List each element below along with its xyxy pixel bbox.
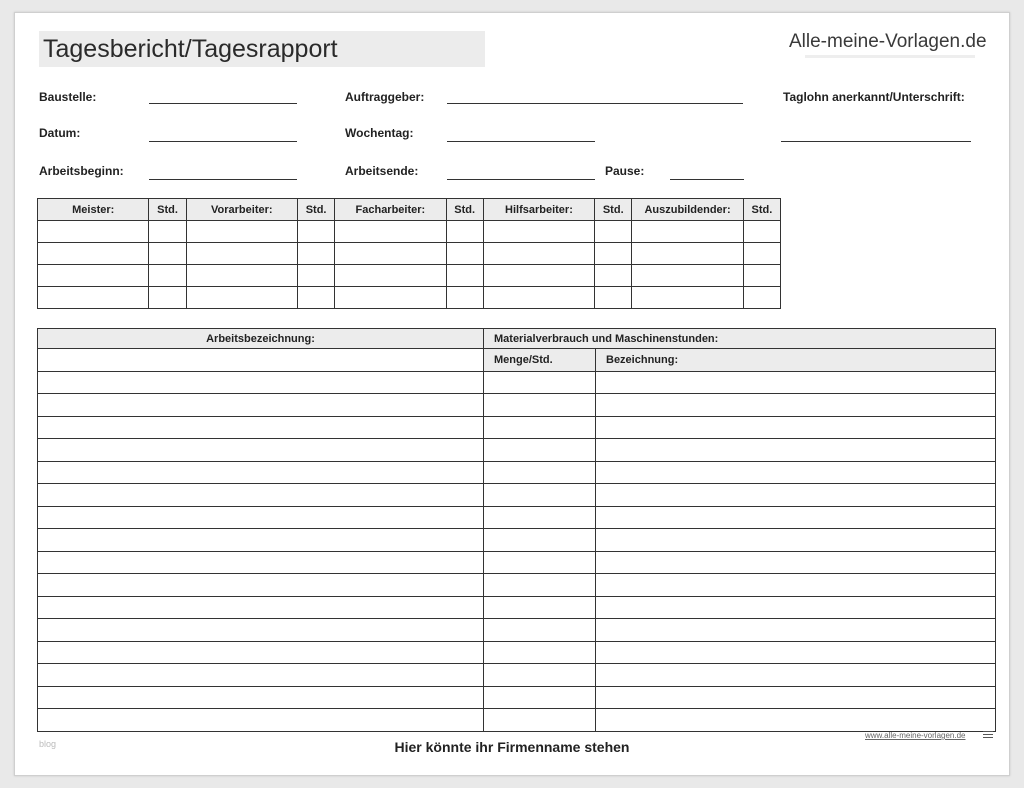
footer-url[interactable]: www.alle-meine-vorlagen.de bbox=[865, 731, 966, 740]
header-arbeitsbezeichnung: Arbeitsbezeichnung: bbox=[38, 329, 484, 349]
label-datum: Datum: bbox=[39, 126, 81, 140]
work-cell[interactable] bbox=[484, 551, 596, 574]
staff-cell[interactable] bbox=[186, 243, 297, 265]
work-cell[interactable] bbox=[596, 484, 996, 507]
staff-cell[interactable] bbox=[186, 265, 297, 287]
staff-table-body bbox=[38, 221, 781, 309]
header-facharbeiter: Facharbeiter: bbox=[335, 199, 446, 221]
header-std: Std. bbox=[595, 199, 632, 221]
work-cell[interactable] bbox=[596, 619, 996, 642]
staff-cell[interactable] bbox=[38, 287, 149, 309]
work-table-body bbox=[38, 371, 996, 731]
staff-row bbox=[38, 221, 781, 243]
field-taglohn-line[interactable] bbox=[781, 141, 971, 142]
label-taglohn: Taglohn anerkannt/Unterschrift: bbox=[783, 90, 965, 104]
work-row bbox=[38, 709, 996, 732]
work-cell[interactable] bbox=[38, 416, 484, 439]
staff-table bbox=[37, 198, 781, 309]
brand-logo-text: Alle-meine-Vorlagen.de bbox=[789, 31, 987, 52]
label-auftraggeber: Auftraggeber: bbox=[345, 90, 425, 104]
work-cell[interactable] bbox=[38, 439, 484, 462]
field-wochentag-line[interactable] bbox=[447, 141, 595, 142]
work-cell[interactable] bbox=[596, 641, 996, 664]
work-cell[interactable] bbox=[484, 506, 596, 529]
work-cell[interactable] bbox=[596, 439, 996, 462]
work-cell[interactable] bbox=[596, 596, 996, 619]
staff-row bbox=[38, 243, 781, 265]
work-cell[interactable] bbox=[38, 619, 484, 642]
document-sheet bbox=[14, 12, 1010, 776]
staff-cell[interactable] bbox=[298, 243, 335, 265]
work-row bbox=[38, 619, 996, 642]
work-cell[interactable] bbox=[38, 484, 484, 507]
footer-company-placeholder: Hier könnte ihr Firmenname stehen bbox=[394, 739, 630, 755]
work-cell[interactable] bbox=[596, 551, 996, 574]
staff-cell[interactable] bbox=[298, 287, 335, 309]
staff-cell[interactable] bbox=[186, 221, 297, 243]
staff-cell[interactable] bbox=[149, 243, 186, 265]
work-cell[interactable] bbox=[484, 686, 596, 709]
label-arbeitsbeginn: Arbeitsbeginn: bbox=[39, 164, 124, 178]
staff-cell[interactable] bbox=[149, 221, 186, 243]
work-row bbox=[38, 506, 996, 529]
work-cell[interactable] bbox=[38, 394, 484, 417]
work-cell[interactable] bbox=[596, 686, 996, 709]
staff-cell[interactable] bbox=[38, 221, 149, 243]
header-auszubildender: Auszubildender: bbox=[632, 199, 743, 221]
header-vorarbeiter: Vorarbeiter: bbox=[186, 199, 297, 221]
header-hilfsarbeiter: Hilfsarbeiter: bbox=[483, 199, 594, 221]
field-datum-line[interactable] bbox=[149, 141, 297, 142]
field-arbeitsende-line[interactable] bbox=[447, 179, 595, 180]
work-cell[interactable] bbox=[484, 371, 596, 394]
brand-tagline-bar bbox=[805, 55, 975, 58]
staff-header-row bbox=[38, 199, 781, 221]
work-cell[interactable] bbox=[484, 461, 596, 484]
header-std: Std. bbox=[446, 199, 483, 221]
work-row bbox=[38, 461, 996, 484]
staff-cell[interactable] bbox=[149, 265, 186, 287]
staff-row bbox=[38, 265, 781, 287]
header-materialverbrauch: Materialverbrauch und Maschinenstunden: bbox=[484, 329, 996, 349]
watermark-text: blog bbox=[39, 739, 57, 749]
work-cell[interactable] bbox=[484, 529, 596, 552]
label-pause: Pause: bbox=[605, 164, 645, 178]
work-cell[interactable] bbox=[38, 709, 484, 732]
work-cell[interactable] bbox=[38, 574, 484, 597]
work-cell[interactable] bbox=[484, 664, 596, 687]
work-row bbox=[38, 484, 996, 507]
document-icon bbox=[983, 731, 993, 739]
staff-cell[interactable] bbox=[335, 221, 446, 243]
header-std: Std. bbox=[743, 199, 780, 221]
staff-cell[interactable] bbox=[483, 221, 594, 243]
work-cell[interactable] bbox=[596, 416, 996, 439]
work-cell[interactable] bbox=[484, 394, 596, 417]
staff-cell[interactable] bbox=[446, 287, 483, 309]
work-row bbox=[38, 371, 996, 394]
work-cell[interactable] bbox=[38, 371, 484, 394]
work-cell[interactable] bbox=[596, 529, 996, 552]
work-cell[interactable] bbox=[596, 664, 996, 687]
staff-cell[interactable] bbox=[446, 243, 483, 265]
work-cell[interactable] bbox=[596, 506, 996, 529]
work-row bbox=[38, 439, 996, 462]
staff-cell[interactable] bbox=[186, 287, 297, 309]
work-cell[interactable] bbox=[596, 371, 996, 394]
work-subheader-row bbox=[38, 349, 996, 372]
work-row bbox=[38, 551, 996, 574]
work-cell[interactable] bbox=[38, 529, 484, 552]
work-row bbox=[38, 641, 996, 664]
staff-cell[interactable] bbox=[38, 243, 149, 265]
document-title: Tagesbericht/Tagesrapport bbox=[43, 35, 338, 63]
staff-cell[interactable] bbox=[595, 265, 632, 287]
staff-cell[interactable] bbox=[632, 243, 743, 265]
work-row bbox=[38, 664, 996, 687]
staff-cell[interactable] bbox=[446, 221, 483, 243]
label-baustelle: Baustelle: bbox=[39, 90, 97, 104]
work-row bbox=[38, 529, 996, 552]
work-cell[interactable] bbox=[38, 461, 484, 484]
staff-cell[interactable] bbox=[632, 287, 743, 309]
work-header-row bbox=[38, 329, 996, 349]
staff-cell[interactable] bbox=[743, 243, 780, 265]
staff-cell[interactable] bbox=[298, 265, 335, 287]
staff-cell[interactable] bbox=[483, 287, 594, 309]
staff-cell[interactable] bbox=[632, 265, 743, 287]
work-row bbox=[38, 416, 996, 439]
staff-cell[interactable] bbox=[595, 243, 632, 265]
work-cell[interactable] bbox=[484, 574, 596, 597]
staff-cell[interactable] bbox=[743, 221, 780, 243]
staff-cell[interactable] bbox=[38, 265, 149, 287]
work-cell[interactable] bbox=[38, 641, 484, 664]
work-cell[interactable] bbox=[484, 439, 596, 462]
label-arbeitsende: Arbeitsende: bbox=[345, 164, 419, 178]
header-std: Std. bbox=[298, 199, 335, 221]
work-cell[interactable] bbox=[596, 461, 996, 484]
work-row bbox=[38, 686, 996, 709]
work-row bbox=[38, 574, 996, 597]
staff-cell[interactable] bbox=[632, 221, 743, 243]
staff-cell[interactable] bbox=[335, 265, 446, 287]
staff-cell[interactable] bbox=[149, 287, 186, 309]
work-cell[interactable] bbox=[596, 394, 996, 417]
work-cell[interactable] bbox=[484, 619, 596, 642]
work-cell[interactable] bbox=[38, 551, 484, 574]
work-cell[interactable] bbox=[484, 596, 596, 619]
header-menge-std: Menge/Std. bbox=[484, 349, 596, 372]
work-cell[interactable] bbox=[484, 416, 596, 439]
staff-cell[interactable] bbox=[335, 287, 446, 309]
work-cell[interactable] bbox=[38, 349, 484, 372]
field-pause-line[interactable] bbox=[670, 179, 744, 180]
work-cell[interactable] bbox=[484, 709, 596, 732]
work-cell[interactable] bbox=[484, 641, 596, 664]
staff-cell[interactable] bbox=[483, 265, 594, 287]
work-cell[interactable] bbox=[596, 709, 996, 732]
work-cell[interactable] bbox=[38, 596, 484, 619]
label-wochentag: Wochentag: bbox=[345, 126, 414, 140]
staff-cell[interactable] bbox=[595, 221, 632, 243]
work-row bbox=[38, 596, 996, 619]
header-bezeichnung: Bezeichnung: bbox=[596, 349, 996, 372]
work-cell[interactable] bbox=[596, 574, 996, 597]
staff-cell[interactable] bbox=[335, 243, 446, 265]
header-std: Std. bbox=[149, 199, 186, 221]
work-row bbox=[38, 394, 996, 417]
work-cell[interactable] bbox=[484, 484, 596, 507]
staff-cell[interactable] bbox=[298, 221, 335, 243]
work-material-table bbox=[37, 328, 996, 732]
staff-row bbox=[38, 287, 781, 309]
field-arbeitsbeginn-line[interactable] bbox=[149, 179, 297, 180]
field-baustelle-line[interactable] bbox=[149, 103, 297, 104]
work-cell[interactable] bbox=[38, 506, 484, 529]
staff-cell[interactable] bbox=[446, 265, 483, 287]
work-cell[interactable] bbox=[38, 686, 484, 709]
staff-cell[interactable] bbox=[595, 287, 632, 309]
work-cell[interactable] bbox=[38, 664, 484, 687]
staff-cell[interactable] bbox=[743, 265, 780, 287]
staff-cell[interactable] bbox=[483, 243, 594, 265]
staff-cell[interactable] bbox=[743, 287, 780, 309]
field-auftraggeber-line[interactable] bbox=[447, 103, 743, 104]
header-meister: Meister: bbox=[38, 199, 149, 221]
